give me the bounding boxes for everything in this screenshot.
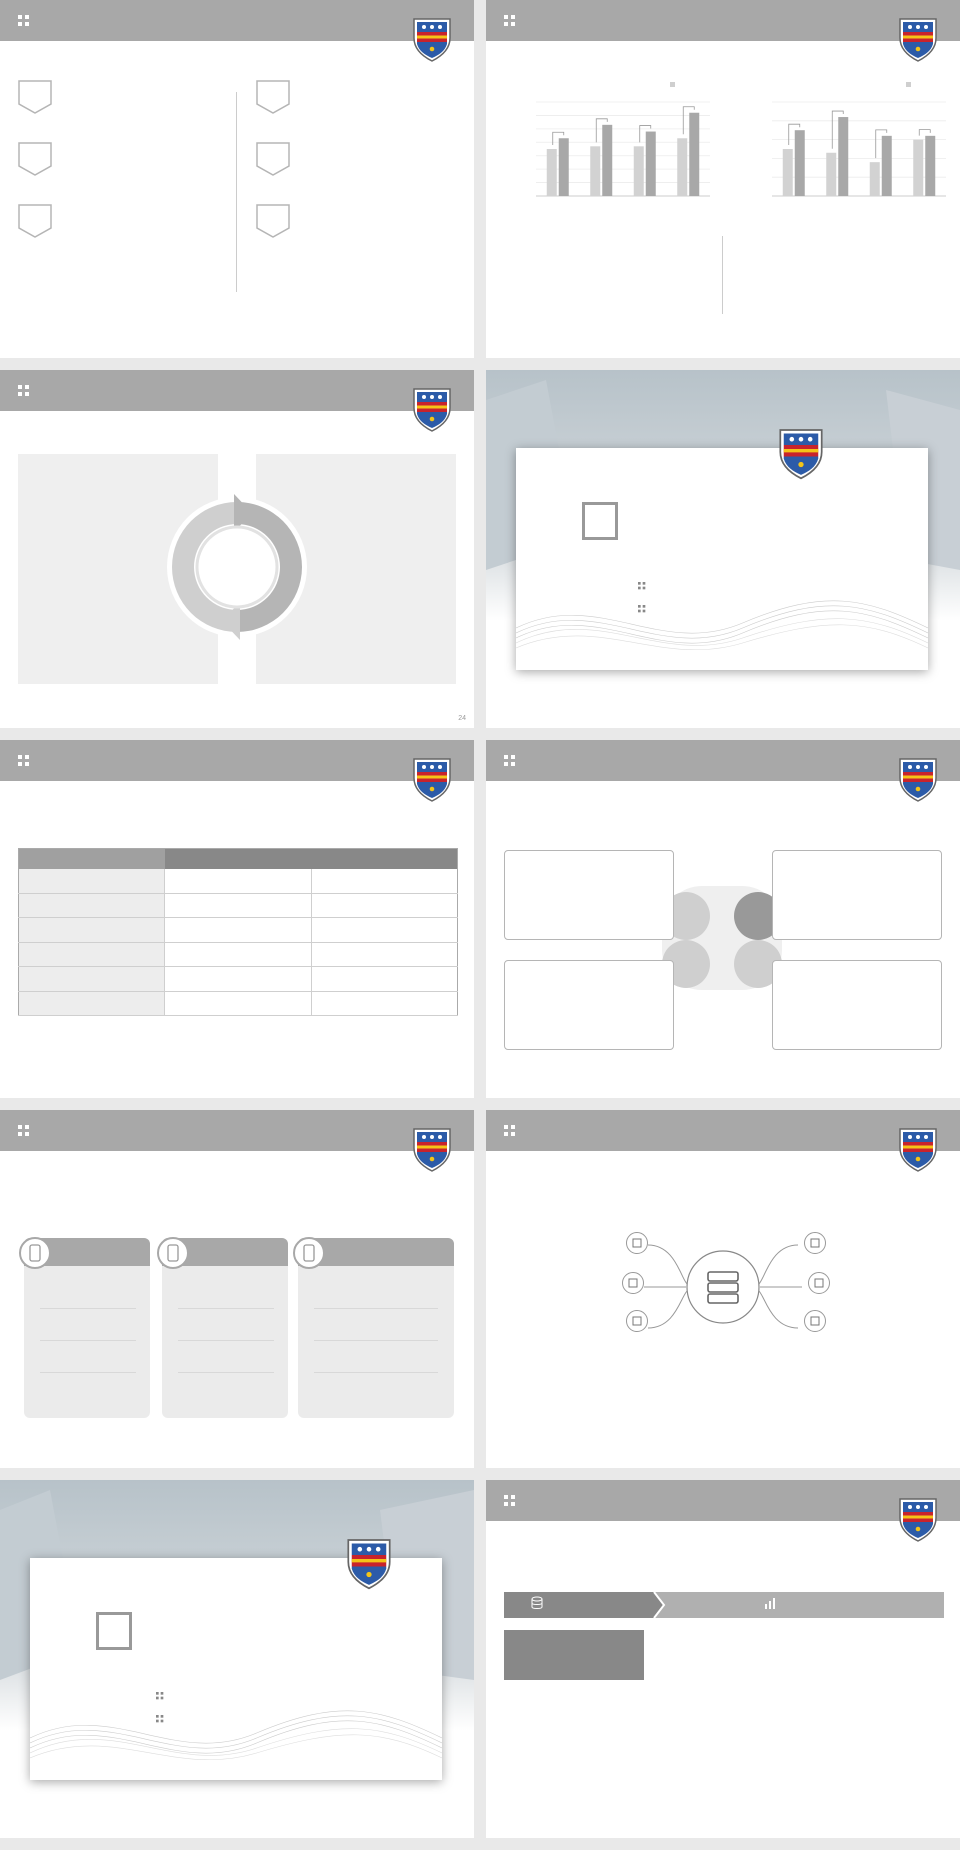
dots-icon — [18, 385, 30, 397]
divider — [178, 1340, 274, 1341]
bar — [689, 113, 699, 196]
bar-chart-right — [732, 78, 952, 218]
crest-logo — [778, 426, 824, 480]
number-badge — [256, 204, 290, 236]
table-cell — [19, 967, 165, 992]
process-bar — [504, 1592, 944, 1618]
table-cell — [311, 918, 457, 943]
divider — [314, 1340, 438, 1341]
dots-icon — [504, 1495, 516, 1507]
table-cell — [311, 942, 457, 967]
chat-icon — [804, 1232, 826, 1254]
bar — [646, 132, 656, 196]
slide-header — [486, 1480, 960, 1521]
dots-icon — [504, 15, 516, 27]
table-cell — [165, 942, 311, 967]
slide-header — [0, 740, 474, 781]
bar — [826, 153, 836, 196]
slide-header — [486, 1110, 960, 1151]
chat-icon — [293, 1237, 325, 1269]
number-badge — [256, 80, 290, 112]
table-cell — [165, 869, 311, 894]
divider — [314, 1308, 438, 1309]
bar — [634, 146, 644, 196]
bar — [870, 162, 880, 196]
section-card — [516, 448, 928, 670]
table-cell — [311, 967, 457, 992]
slide-header — [0, 1110, 474, 1151]
dots-icon — [638, 582, 646, 590]
bar — [547, 149, 557, 196]
bar — [795, 130, 805, 196]
divider — [40, 1340, 136, 1341]
dots-icon — [504, 755, 516, 767]
slide-header — [486, 740, 960, 781]
divider — [722, 236, 723, 314]
dots-icon — [156, 1692, 164, 1700]
table-cell — [311, 869, 457, 894]
process-column — [504, 1630, 644, 1680]
table-cell — [311, 893, 457, 918]
process-column-top — [504, 1630, 644, 1680]
bar — [602, 125, 612, 196]
table-row — [19, 942, 458, 967]
bar — [590, 146, 600, 196]
slide-header — [486, 0, 960, 41]
slide-quantitative — [0, 740, 474, 1098]
table-header — [165, 849, 311, 869]
table-cell — [19, 869, 165, 894]
number-badge — [18, 142, 52, 174]
bar — [838, 117, 848, 196]
dots-icon — [156, 1715, 164, 1723]
divider — [314, 1372, 438, 1373]
network-icon — [808, 1272, 830, 1294]
slide-data-sources — [486, 1110, 960, 1468]
table-cell — [165, 893, 311, 918]
table-cell — [165, 991, 311, 1016]
table-row — [19, 893, 458, 918]
slide-qualitative — [486, 740, 960, 1098]
page-number: 24 — [458, 715, 466, 722]
annotation-arrow — [919, 130, 930, 136]
crest-logo — [898, 1496, 938, 1542]
slide-header — [0, 0, 474, 41]
table-row — [19, 967, 458, 992]
case-card — [162, 1238, 288, 1418]
cycle-diagram — [164, 494, 310, 640]
slide-deficiencies — [0, 370, 474, 728]
divider — [40, 1372, 136, 1373]
table-header — [311, 849, 457, 869]
crest-logo — [412, 1126, 452, 1172]
dots-icon — [504, 1125, 516, 1137]
divider — [178, 1308, 274, 1309]
table-cell — [19, 893, 165, 918]
slide-section-4 — [486, 370, 960, 728]
slide-header — [0, 370, 474, 411]
waves-decoration — [30, 1678, 442, 1778]
table-cell — [19, 918, 165, 943]
dots-icon — [638, 605, 646, 613]
dots-icon — [18, 15, 30, 27]
bar — [783, 149, 793, 196]
bar-chart-icon — [764, 1596, 778, 1610]
table-cell — [165, 967, 311, 992]
folder-icon — [622, 1272, 644, 1294]
legend-swatch — [906, 82, 911, 87]
network-icon — [157, 1237, 189, 1269]
quantitative-table — [18, 848, 458, 1016]
table-cell — [19, 942, 165, 967]
hub-diagram — [626, 1230, 820, 1340]
gift-icon — [626, 1232, 648, 1254]
bar-chart-left — [496, 78, 716, 218]
divider — [178, 1372, 274, 1373]
crest-logo — [412, 386, 452, 432]
slide-analysis-process — [486, 1480, 960, 1838]
crest-logo — [898, 1126, 938, 1172]
building-icon — [804, 1310, 826, 1332]
legend-swatch — [670, 82, 675, 87]
divider — [236, 92, 237, 292]
text-card — [504, 960, 674, 1050]
bar — [925, 136, 935, 196]
table-row — [19, 918, 458, 943]
crest-logo — [898, 16, 938, 62]
table-header — [19, 849, 165, 869]
bar — [882, 136, 892, 196]
slide-case-study — [0, 1110, 474, 1468]
bar — [677, 138, 687, 196]
document-icon — [626, 1310, 648, 1332]
dots-icon — [18, 755, 30, 767]
table-cell — [19, 991, 165, 1016]
number-badge — [18, 80, 52, 112]
text-card — [772, 850, 942, 940]
crest-logo — [898, 756, 938, 802]
bar — [913, 140, 923, 196]
table-cell — [165, 918, 311, 943]
bar — [559, 138, 569, 196]
slide-section-5 — [0, 1480, 474, 1838]
text-card — [504, 850, 674, 940]
section-card — [30, 1558, 442, 1780]
crest-logo — [346, 1536, 392, 1590]
number-badge — [256, 142, 290, 174]
waves-decoration — [516, 568, 928, 668]
text-card — [772, 960, 942, 1050]
crest-logo — [412, 756, 452, 802]
section-number — [96, 1612, 132, 1650]
table-row — [19, 869, 458, 894]
case-card — [298, 1238, 454, 1418]
dots-icon — [18, 1125, 30, 1137]
database-icon — [530, 1596, 544, 1610]
slide-overseas-research — [486, 0, 960, 358]
number-badge — [18, 204, 52, 236]
slide-domestic-research — [0, 0, 474, 358]
section-number — [582, 502, 618, 540]
table-cell — [311, 991, 457, 1016]
phone-icon — [19, 1237, 51, 1269]
case-card — [24, 1238, 150, 1418]
crest-logo — [412, 16, 452, 62]
table-row — [19, 991, 458, 1016]
divider — [40, 1308, 136, 1309]
